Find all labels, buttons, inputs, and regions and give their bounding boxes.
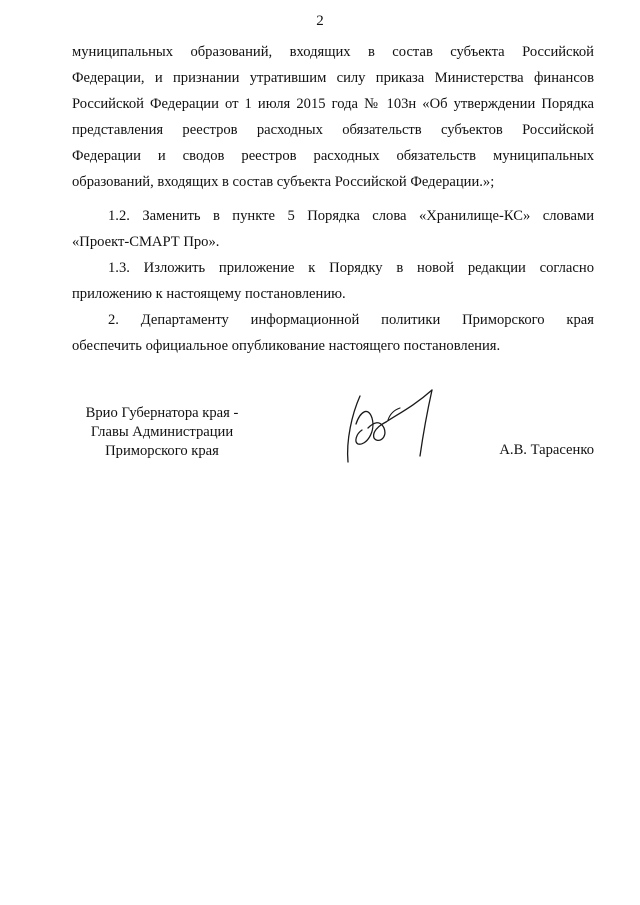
signatory-title-line: Врио Губернатора края - — [85, 405, 239, 421]
paragraph-item-1-2 — [72, 203, 594, 255]
signatory-title-line: Приморского края — [105, 443, 219, 459]
handwritten-signature — [338, 384, 442, 466]
text-line: образований, входящих в состав субъекта Российской Федерации.»; — [72, 174, 495, 190]
text-line: обеспечить официальное опубликование настоящего постановления. — [72, 338, 501, 354]
page-number: 2 — [316, 13, 324, 29]
paragraph-item-2 — [72, 307, 594, 359]
paragraph-item-1-3 — [72, 255, 594, 307]
text-line: Федерации, и признании утратившим силу приказа Министерства финансов — [72, 70, 594, 86]
text-line: «Проект-СМАРТ Про». — [72, 234, 220, 250]
text-line: приложению к настоящему постановлению. — [72, 286, 346, 302]
text-line: Федерации и сводов реестров расходных обязательств муниципальных — [72, 148, 594, 164]
paragraph-continuation — [72, 39, 594, 195]
signatory-title-line: Главы Администрации — [90, 424, 234, 440]
text-line: Российской Федерации от 1 июля 2015 года № 103н «Об утверждении Порядка — [72, 96, 594, 112]
text-line: 2. Департаменту информационной политики Приморского края — [108, 312, 594, 328]
text-line: представления реестров расходных обязательств субъектов Российской — [72, 122, 594, 138]
text-line: муниципальных образований, входящих в состав субъекта Российской — [72, 44, 594, 60]
text-line: 1.3. Изложить приложение к Порядку в новой редакции согласно — [108, 260, 594, 276]
signer-name: А.В. Тарасенко — [499, 442, 594, 458]
text-line: 1.2. Заменить в пункте 5 Порядка слова «Хранилище-КС» словами — [108, 208, 594, 224]
signatory-title — [72, 404, 252, 461]
